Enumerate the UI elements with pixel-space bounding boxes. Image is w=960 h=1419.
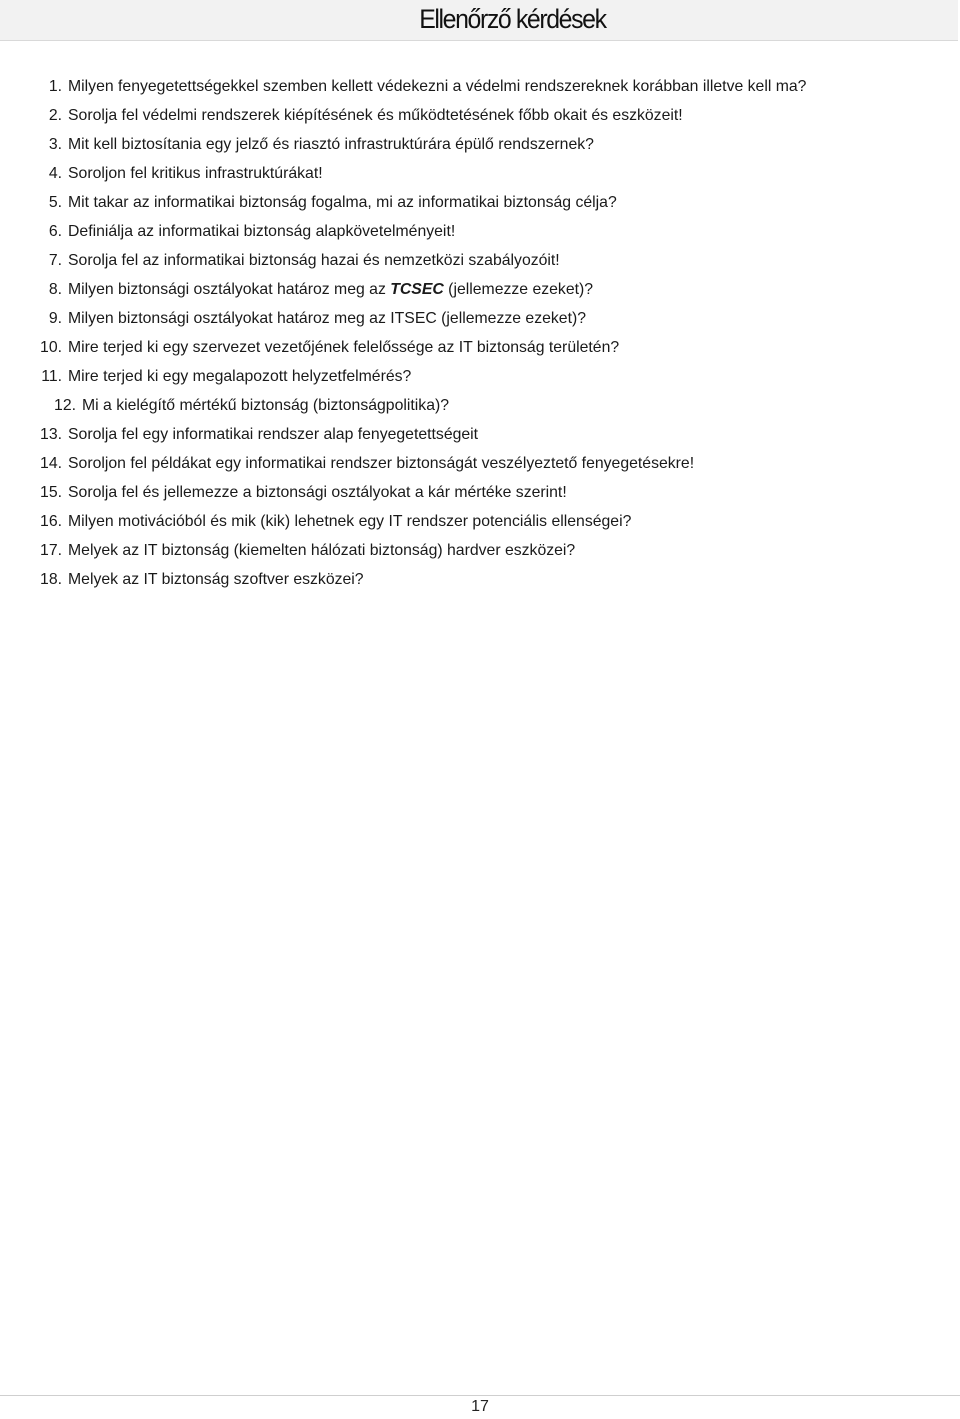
item-number: 12. <box>54 397 76 414</box>
item-number: 8. <box>48 281 62 298</box>
item-number: 4. <box>48 165 62 182</box>
page-title: Ellenőrző kérdések <box>419 4 606 34</box>
item-text: Mi a kielégítő mértékű biztonság (biztonságpolitika)? <box>82 397 450 414</box>
item-text: Milyen fenyegetettségekkel szemben kellett védekezni a védelmi rendszereknek korábban illetve kell ma? <box>68 78 807 95</box>
item-text: Soroljon fel példákat egy informatikai rendszer biztonságát veszélyeztető fenyegetésekre! <box>68 455 695 472</box>
item-number: 11. <box>41 368 62 385</box>
title-bar <box>0 0 958 41</box>
item-text: Milyen motivációból és mik (kik) lehetnek egy IT rendszer potenciális ellenségei? <box>68 513 632 530</box>
item-text: Melyek az IT biztonság (kiemelten hálózati biztonság) hardver eszközei? <box>68 542 576 559</box>
item-text: Melyek az IT biztonság szoftver eszközei? <box>68 571 364 588</box>
tcsec-emphasis: TCSEC <box>390 281 444 298</box>
item-text: Sorolja fel és jellemezze a biztonsági osztályokat a kár mértéke szerint! <box>68 484 567 501</box>
item-text: Mit takar az informatikai biztonság fogalma, mi az informatikai biztonság célja? <box>68 194 617 211</box>
item-text: Sorolja fel az informatikai biztonság hazai és nemzetközi szabályozóit! <box>68 252 560 269</box>
item-number: 5. <box>48 194 62 211</box>
item-text: Milyen biztonsági osztályokat határoz meg az TCSEC (jellemezze ezeket)? <box>68 281 594 298</box>
item-number: 17. <box>40 542 62 559</box>
item-text: Mit kell biztosítania egy jelző és riasztó infrastruktúrára épülő rendszernek? <box>68 136 594 153</box>
item-text: Sorolja fel védelmi rendszerek kiépítésének és működtetésének főbb okait és eszközeit! <box>68 107 683 124</box>
item-number: 9. <box>48 310 62 327</box>
item-number: 1. <box>48 78 62 95</box>
item-number: 7. <box>48 252 62 269</box>
item-text: Soroljon fel kritikus infrastruktúrákat! <box>68 165 323 182</box>
item-text: Mire terjed ki egy megalapozott helyzetfelmérés? <box>68 368 412 385</box>
item-text: Milyen biztonsági osztályokat határoz meg az ITSEC (jellemezze ezeket)? <box>68 310 587 327</box>
item-number: 18. <box>40 571 62 588</box>
item-text: Definiálja az informatikai biztonság alapkövetelményeit! <box>68 223 456 240</box>
item-number: 2. <box>48 107 62 124</box>
item-number: 10. <box>40 339 62 356</box>
item-number: 14. <box>40 455 62 472</box>
item-text: Sorolja fel egy informatikai rendszer alap fenyegetettségeit <box>68 426 479 443</box>
item-number: 15. <box>40 484 62 501</box>
footer-divider <box>0 1395 960 1396</box>
page-number: 17 <box>471 1398 489 1415</box>
item-text: Mire terjed ki egy szervezet vezetőjének felelőssége az IT biztonság területén? <box>68 339 620 356</box>
item-number: 16. <box>40 513 62 530</box>
item-number: 6. <box>48 223 62 240</box>
item-number: 3. <box>48 136 62 153</box>
item-number: 13. <box>40 426 62 443</box>
